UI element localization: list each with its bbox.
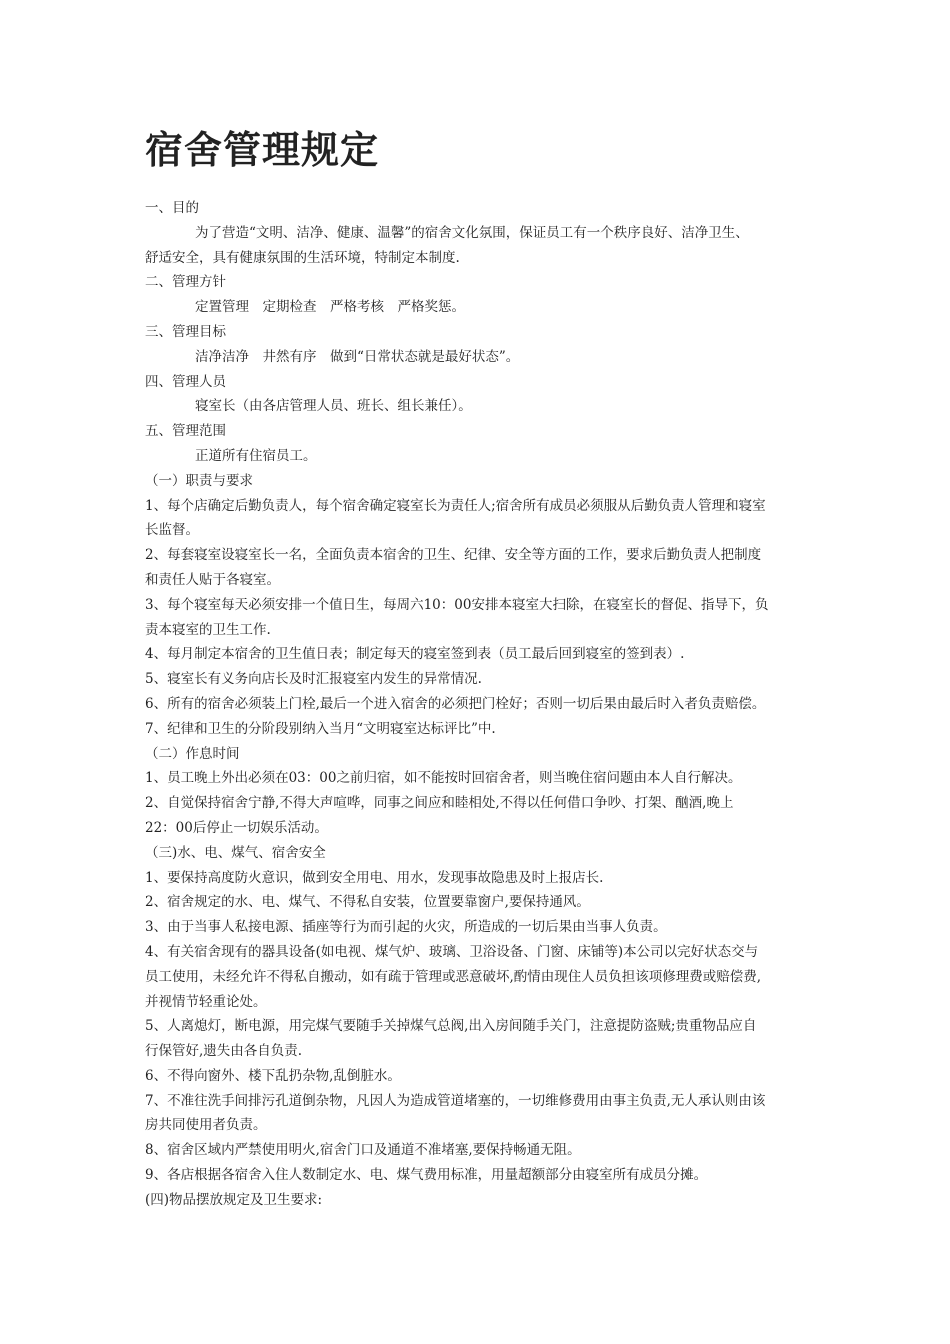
purpose-text: 为了营造“文明、洁净、健康、温馨”的宿舍文化氛围，保证员工有一个秩序良好、洁净卫生、 (195, 224, 749, 241)
document-body (145, 196, 810, 1213)
scope-text: 正道所有住宿员工。 (195, 447, 317, 464)
safety-item-6: 6、不得向窗外、楼下乱扔杂物,乱倒脏水。 (145, 1067, 401, 1084)
safety-item-8: 8、宿舍区域内严禁使用明火,宿舍门口及通道不准堵塞,要保持畅通无阻。 (145, 1142, 581, 1159)
safety-item-2: 2、宿舍规定的水、电、煤气、不得私自安装，位置要靠窗户,要保持通风。 (145, 894, 590, 911)
safety-item-9: 9、各店根据各宿舍入住人数制定水、电、煤气费用标准，用量超额部分由寝室所有成员分摊。 (145, 1167, 708, 1184)
section-heading-personnel: 四、管理人员 (145, 373, 226, 390)
purpose-text-continued: 舒适安全，具有健康氛围的生活环境，特制定本制度. (145, 249, 460, 266)
duty-item-2: 2、每套寝室设寝室长一名，全面负责本宿舍的卫生、纪律、安全等方面的工作，要求后勤负责人把制度 (145, 547, 762, 564)
personnel-text: 寝室长（由各店管理人员、班长、组长兼任）。 (195, 398, 472, 415)
duty-item-1: 1、每个店确定后勤负责人，每个宿舍确定寝室长为责任人;宿舍所有成员必须服从后勤负责人管理和寝室 (145, 497, 766, 514)
safety-item-5-continued: 行保管好,遗失由各自负责. (145, 1043, 303, 1060)
safety-item-1: 1、要保持高度防火意识，做到安全用电、用水，发现事故隐患及时上报店长. (145, 869, 604, 886)
safety-item-3: 3、由于当事人私接电源、插座等行为而引起的火灾，所造成的一切后果由当事人负责。 (145, 919, 667, 936)
schedule-item-2-continued: 22：00后停止一切娱乐活动。 (145, 819, 328, 836)
subsection-heading-duties: （一）职责与要求 (145, 472, 253, 489)
section-heading-scope: 五、管理范围 (145, 423, 226, 440)
duty-item-4: 4、每月制定本宿舍的卫生值日表；制定每天的寝室签到表（员工最后回到寝室的签到表）. (145, 646, 685, 663)
duty-item-6: 6、所有的宿舍必须装上门栓,最后一个进入宿舍的必须把门栓好；否则一切后果由最后时入者负责赔偿。 (145, 695, 766, 712)
subsection-heading-safety: （三)水、电、煤气、宿舍安全 (145, 844, 326, 861)
section-heading-goal: 三、管理目标 (145, 323, 226, 340)
policy-text: 定置管理 定期检查 严格考核 严格奖惩。 (195, 299, 465, 316)
safety-item-5: 5、人离熄灯，断电源，用完煤气要随手关掉煤气总阀,出入房间随手关门，注意提防盗贼;贵重物品应自 (145, 1018, 757, 1035)
safety-item-4-end: 并视情节轻重论处。 (145, 993, 267, 1010)
subsection-heading-schedule: （二）作息时间 (145, 745, 240, 762)
section-heading-policy: 二、管理方针 (145, 274, 226, 291)
duty-item-5: 5、寝室长有义务向店长及时汇报寝室内发生的异常情况. (145, 671, 482, 688)
schedule-item-2: 2、自觉保持宿舍宁静,不得大声喧哗，同事之间应和睦相处,不得以任何借口争吵、打架、酗酒,晚上 (145, 795, 734, 812)
duty-item-1-continued: 长监督。 (145, 522, 199, 539)
subsection-heading-placement: (四)物品摆放规定及卫生要求: (145, 1191, 323, 1208)
schedule-item-1: 1、员工晚上外出必须在03：00之前归宿，如不能按时回宿舍者，则当晚住宿问题由本人自行解决。 (145, 770, 742, 787)
safety-item-4-continued: 员工使用，未经允许不得私自搬动，如有疏于管理或恶意破坏,酌情由现住人员负担该项修理费或赔偿费, (145, 968, 762, 985)
goal-text: 洁净洁净 井然有序 做到“日常状态就是最好状态”。 (195, 348, 520, 365)
duty-item-7: 7、纪律和卫生的分阶段别纳入当月“文明寝室达标评比”中. (145, 720, 496, 737)
section-heading-purpose: 一、目的 (145, 200, 199, 216)
duty-item-2-continued: 和责任人贴于各寝室。 (145, 571, 280, 588)
safety-item-4: 4、有关宿舍现有的器具设备(如电视、煤气炉、玻璃、卫浴设备、门窗、床铺等)本公司以完好状态交与 (145, 943, 759, 960)
safety-item-7-continued: 房共同使用者负责。 (145, 1117, 267, 1134)
document-title: 宿舍管理规定 (145, 127, 380, 172)
duty-item-3: 3、每个寝室每天必须安排一个值日生，每周六10：00安排本寝室大扫除，在寝室长的督促、指导下，负 (145, 596, 769, 613)
safety-item-7: 7、不准往洗手间排污孔道倒杂物，凡因人为造成管道堵塞的，一切维修费用由事主负责,无人承认则由该 (145, 1092, 766, 1109)
duty-item-3-continued: 责本寝室的卫生工作. (145, 621, 271, 638)
